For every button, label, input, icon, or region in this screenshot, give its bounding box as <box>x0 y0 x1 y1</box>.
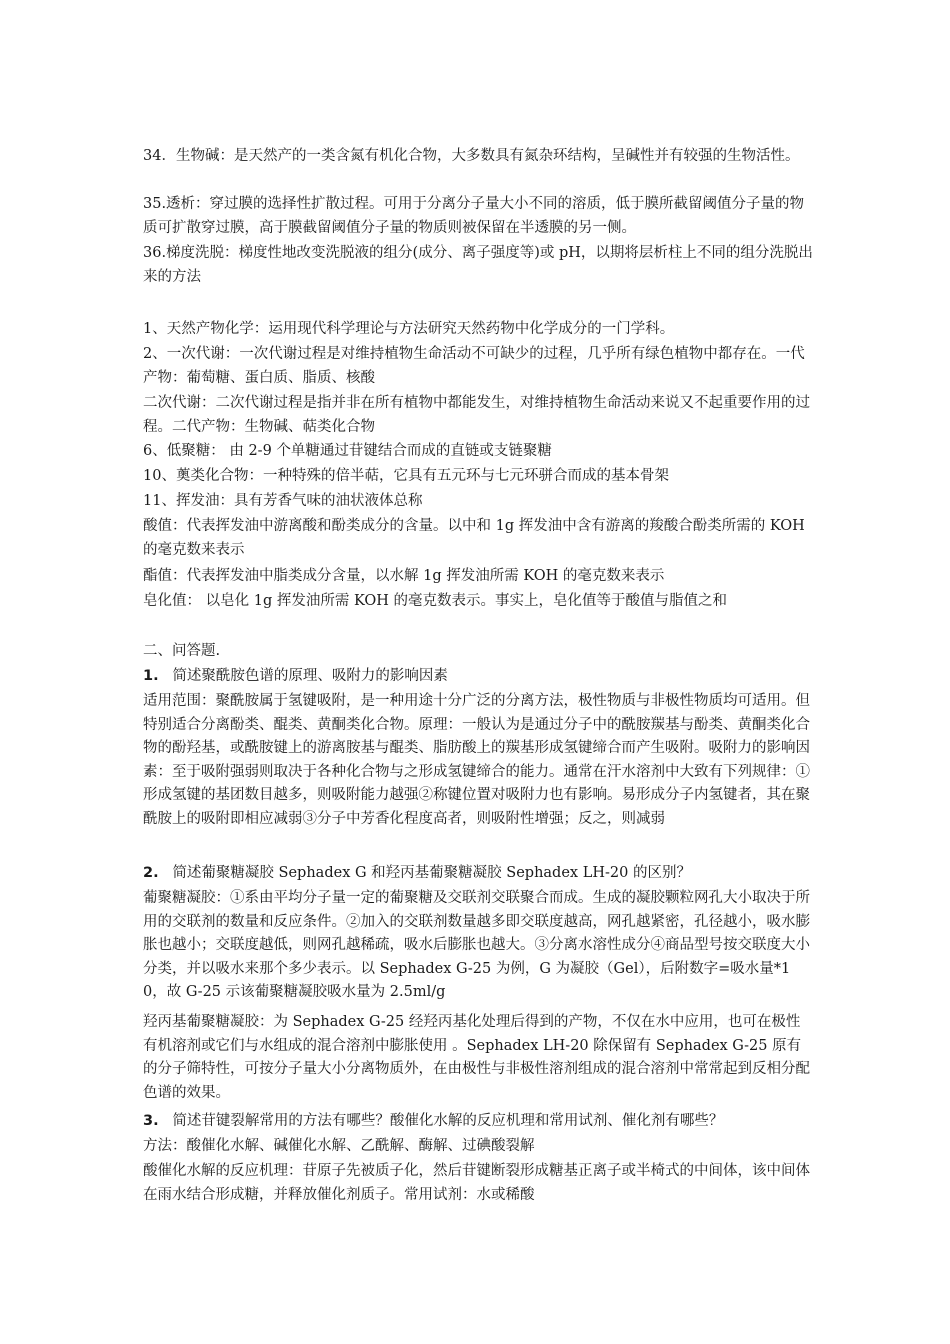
term-6-oligosaccharide: 6、低聚糖： 由 2-9 个单糖通过苷键结合而成的直链或支链聚糖 <box>143 443 552 459</box>
question-3-text: 简述苷键裂解常用的方法有哪些？酸催化水解的反应机理和常用试剂、催化剂有哪些？ <box>172 1113 724 1129</box>
section-title: 二、问答题. <box>143 643 221 659</box>
question-1-title <box>143 665 813 689</box>
question-2-number: 2. <box>143 865 159 881</box>
term-11-volatile-oil: 11、挥发油：具有芳香气味的油状液体总称 <box>143 493 423 509</box>
question-2-title <box>143 862 813 886</box>
question-3-title <box>143 1110 813 1134</box>
question-3-number: 3. <box>143 1113 159 1129</box>
question-2-answer-sephadex-lh20: 羟丙基葡聚糖凝胶：为 Sephadex G-25 经羟丙基化处理后得到的产物，不仅在水中应用，也可在极性有机溶剂或它们与水组成的混合溶剂中膨胀使用 。Sephadex LH-20 除保留有 Sephadex G-25 原有的分子筛特性，可按分子量大小分离物质外，在由极性与非极性溶剂组成的混合溶剂中常常起到反相分配色谱的效果。 <box>143 1014 810 1101</box>
question-2-text: 简述葡聚糖凝胶 Sephadex G 和羟丙基葡聚糖凝胶 Sephadex LH-20 的区别？ <box>172 865 691 881</box>
question-3-methods: 方法：酸催化水解、碱催化水解、乙酰解、酶解、过碘酸裂解 <box>143 1138 535 1154</box>
term-saponification-value: 皂化值： 以皂化 1g 挥发油所需 KOH 的毫克数表示。事实上，皂化值等于酸值与脂值之和 <box>143 593 728 609</box>
term-2-primary-metabolism: 2、一次代谢：一次代谢过程是对维持植物生命活动不可缺少的过程，几乎所有绿色植物中都存在。一代产物：葡萄糖、蛋白质、脂质、核酸 <box>143 346 805 386</box>
term-ester-value: 酯值：代表挥发油中脂类成分含量，以水解 1g 挥发油所需 KOH 的毫克数来表示 <box>143 568 665 584</box>
question-1-answer: 适用范围：聚酰胺属于氢键吸附，是一种用途十分广泛的分离方法，极性物质与非极性物质均可适用。但特别适合分离酚类、醌类、黄酮类化合物。原理：一般认为是通过分子中的酰胺羰基与酚类、黄酮类化合物的酚羟基，或酰胺键上的游离胺基与醌类、脂肪酸上的羰基形成氢键缔合而产生吸附。吸附力的影响因素：至于吸附强弱则取决于各种化合物与之形成氢键缔合的能力。通常在汗水溶剂中大致有下列规律：①形成氢键的基团数目越多，则吸附能力越强②称键位置对吸附力也有影响。易形成分子内氢键者，其在聚酰胺上的吸附即相应减弱③分子中芳香化程度高者，则吸附性增强；反之，则减弱 <box>143 693 810 827</box>
question-3-mechanism: 酸催化水解的反应机理：苷原子先被质子化，然后苷键断裂形成糖基正离子或半椅式的中间体，该中间体在雨水结合形成糖，并释放催化剂质子。常用试剂：水或稀酸 <box>143 1163 810 1203</box>
term-10-azulene: 10、薁类化合物：一种特殊的倍半萜，它具有五元环与七元环骈合而成的基本骨架 <box>143 468 669 484</box>
term-34-alkaloid: 34．生物碱：是天然产的一类含氮有机化合物，大多数具有氮杂环结构，呈碱性并有较强的生物活性。 <box>143 148 800 164</box>
term-36-gradient-elution: 36.梯度洗脱：梯度性地改变洗脱液的组分(成分、离子强度等)或 pH，以期将层析柱上不同的组分洗脱出来的方法 <box>143 245 813 285</box>
term-acid-value: 酸值：代表挥发油中游离酸和酚类成分的含量。以中和 1g 挥发油中含有游离的羧酸合酚类所需的 KOH 的毫克数来表示 <box>143 518 805 558</box>
question-1-number: 1. <box>143 668 159 684</box>
question-1-text: 简述聚酰胺色谱的原理、吸附力的影响因素 <box>172 668 448 684</box>
term-secondary-metabolism: 二次代谢：二次代谢过程是指并非在所有植物中都能发生，对维持植物生命活动来说又不起重要作用的过程。二代产物：生物碱、萜类化合物 <box>143 395 810 435</box>
term-1-natural-product-chemistry: 1、天然产物化学：运用现代科学理论与方法研究天然药物中化学成分的一门学科。 <box>143 321 675 337</box>
term-35-dialysis: 35.透析：穿过膜的选择性扩散过程。可用于分离分子量大小不同的溶质，低于膜所截留阈值分子量的物质可扩散穿过膜，高于膜截留阈值分子量的物质则被保留在半透膜的另一侧。 <box>143 196 805 236</box>
question-2-answer-sephadex-g: 葡聚糖凝胶：①系由平均分子量一定的葡聚糖及交联剂交联聚合而成。生成的凝胶颗粒网孔大小取决于所用的交联剂的数量和反应条件。②加入的交联剂数量越多即交联度越高，网孔越紧密，孔径越小，吸水膨胀也越小；交联度越低，则网孔越稀疏，吸水后膨胀也越大。③分离水溶性成分④商品型号按交联度大小分类，并以吸水来那个多少表示。以 Sephadex G-25 为例，G 为凝胶（Gel），后附数字=吸水量*10，故 G-25 示该葡聚糖凝胶吸水量为 2.5ml/g <box>143 890 810 1000</box>
